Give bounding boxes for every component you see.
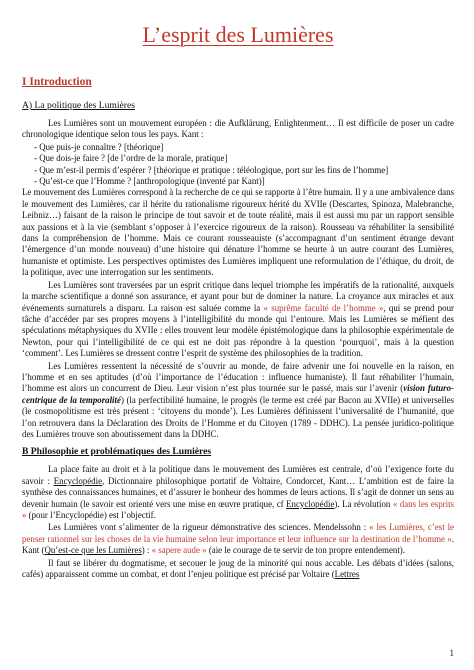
link-encyclopedie: Encyclopédie — [53, 475, 103, 486]
text-run: Il faut se libérer du dogmatisme, et secouer le joug de la minorité qui nous accable. Les débats d’idées (salons, cafés) apparaissent comme un combat, et dont l’enjeu politique est précisé par Voltaire ( — [22, 557, 454, 580]
subsection-heading-politique: A) La politique des Lumières — [22, 100, 135, 111]
page-number: 1 — [449, 648, 454, 658]
paragraph-mendelssohn — [22, 522, 454, 556]
paragraph-dogmatisme — [22, 558, 454, 581]
text-run: Les Lumières ressentent la nécessité de s’ouvrir au monde, de faire advenir une foi nouvelle en la raison, en l’homme et en ses aptitudes (d’où l’importance de l’éducation : influence humaniste). Il faut réhabiliter l’humain, l’homme est alors un concurrent de Dieu. Leur vision n’est plus tournée sur le passé, mais sur l’avenir ( — [22, 360, 454, 394]
list-item: - Que m’est-il permis d’espérer ? [théorique et pratique : téléologique, port sur les fins de l’homme] — [34, 165, 454, 176]
quote-red: « suprême faculté de l’homme » — [263, 302, 384, 313]
quote-red: « sapere aude » — [151, 545, 207, 556]
text-run: . Kant ( — [22, 533, 454, 556]
link-encyclopedie: Encyclopédie — [286, 498, 335, 509]
text-run: , qui se prend pour tâche d’accéder par ses propres moyens à l’intelligibilité du monde qui l’entoure. Mais les Lumières se méfient des spéculations métaphysiques du XVIIe : elles trouvent leur modèle épistémologique dans la philosophie expérimentale de Newton, pour qui l’intelligibilité de ce qui est ne doit pas répondre à la question ‘pourquoi’, mais à la question ‘comment’. Les Lumières se dressent contre l’esprit de système des philosophies de la tradition. — [22, 302, 454, 359]
document-title: L’esprit des Lumières — [142, 22, 334, 47]
paragraph-droit-politique — [22, 464, 454, 521]
text-run: Les Lumières vont s’alimenter de la rigueur démonstrative des sciences. Mendelssohn : — [48, 522, 370, 533]
kant-questions-list — [34, 142, 454, 188]
paragraph-mouvement: Le mouvement des Lumières correspond à la recherche de ce qui se rapporte à l’être humain. Il y a une ambivalence dans le mouvement des Lumières, car il hérite du rationalisme rigoureux hérité du XVIIe (Descartes, Spinoza, Malebranche, Leibniz…) faisant de la raison le principe de tout savoir et de toute réalité, mais il est aussi mu par un rapport sensible aux passions et à la vie (semblant s’opposer à l’exercice rigoureux de la raison). Rousseau va réhabiliter la sensibilité dans la compréhension de l’homme. Mais ce courant rousseauiste (s’accompagnant d’un sentiment étrange devant l’émergence d’un monde nouveau) d’une histoire qui dénature l’homme se heurte à un autre courant des Lumières, humaniste et optimiste. Les perspectives optimistes des Lumières impliquent une reformulation de l’éthique, du droit, de la politique, avec une interrogation sur les sentiments. — [22, 187, 454, 278]
section-heading-introduction: I Introduction — [22, 76, 92, 88]
text-run: ). La révolution — [334, 498, 393, 509]
text-run: , Dictionnaire philosophique portatif de Voltaire, Condorcet, Kant… L’ambition est de faire la synthèse des connaissances humaines, et d’assurer le bonheur des hommes de leurs actions. Il s’agit de donner un sens au devenir humain (le savoir est orienté vers une mise en œuvre pratique, cf — [22, 475, 455, 509]
text-run: (aie le courage de te servir de ton propre entendement). — [206, 545, 405, 556]
list-item: - Que dois-je faire ? [de l’ordre de la morale, pratique] — [34, 153, 454, 164]
link-lettres: Lettres — [334, 569, 360, 580]
text-run: La place faite au droit et à la politique dans le mouvement des Lumières est centrale, d’où l’exigence forte du savoir : — [22, 464, 454, 486]
emphasis-italic: vision futuro-centrique de la temporalité — [22, 383, 454, 405]
text-run: ) (la perfectibilité humaine, le progrès (le terme est créé par Bacon au XVIIe) et universelles (le cosmopolitisme est très présent : ‘citoyens du monde’). Les Lumières définissent l’universalité de l’humanité, que l’on retrouvera dans la Déclaration des Droits de l’Homme et du Citoyen (1789 - DDHC). La pensée juridico-politique des Lumières trouve son aboutissement dans la DDHC. — [22, 394, 455, 439]
section-heading-philosophie: B Philosophie et problématiques des Lumières — [22, 446, 212, 458]
text-run: ) : — [141, 545, 152, 556]
paragraph-esprit-critique — [22, 280, 454, 360]
link-kant-title: Qu’est-ce que les Lumières — [44, 545, 142, 556]
text-run: Les Lumières sont traversées par un esprit critique dans lequel triomphe les impératifs de la rationalité, auxquels la marche scientifique a donné son assurance, et ayant pour but de dominer la nature. La croyance aux miracles et aux événements surnaturels a disparu. La raison est saluée comme la — [22, 279, 454, 313]
text-run: (pour l’Encyclopédie) est l’objectif. — [26, 510, 156, 520]
paragraph-ouverture — [22, 361, 454, 441]
list-item: - Qu’est-ce que l’Homme ? [anthropologique (inventé par Kant)] — [34, 176, 454, 187]
paragraph-intro: Les Lumières sont un mouvement européen : die Aufklärung, Enlightenment… Il est difficile de poser un cadre chronologique identique selon tous les pays. Kant : — [22, 118, 454, 140]
quote-red: « les Lumières, c’est le penser rationnel sur les choses de la vie humaine selon leur importance et leur influence sur la destination de l’homme » — [22, 522, 454, 544]
quote-red: « dans les esprits » — [22, 498, 455, 520]
list-item: - Que puis-je connaître ? [théorique] — [34, 142, 454, 153]
